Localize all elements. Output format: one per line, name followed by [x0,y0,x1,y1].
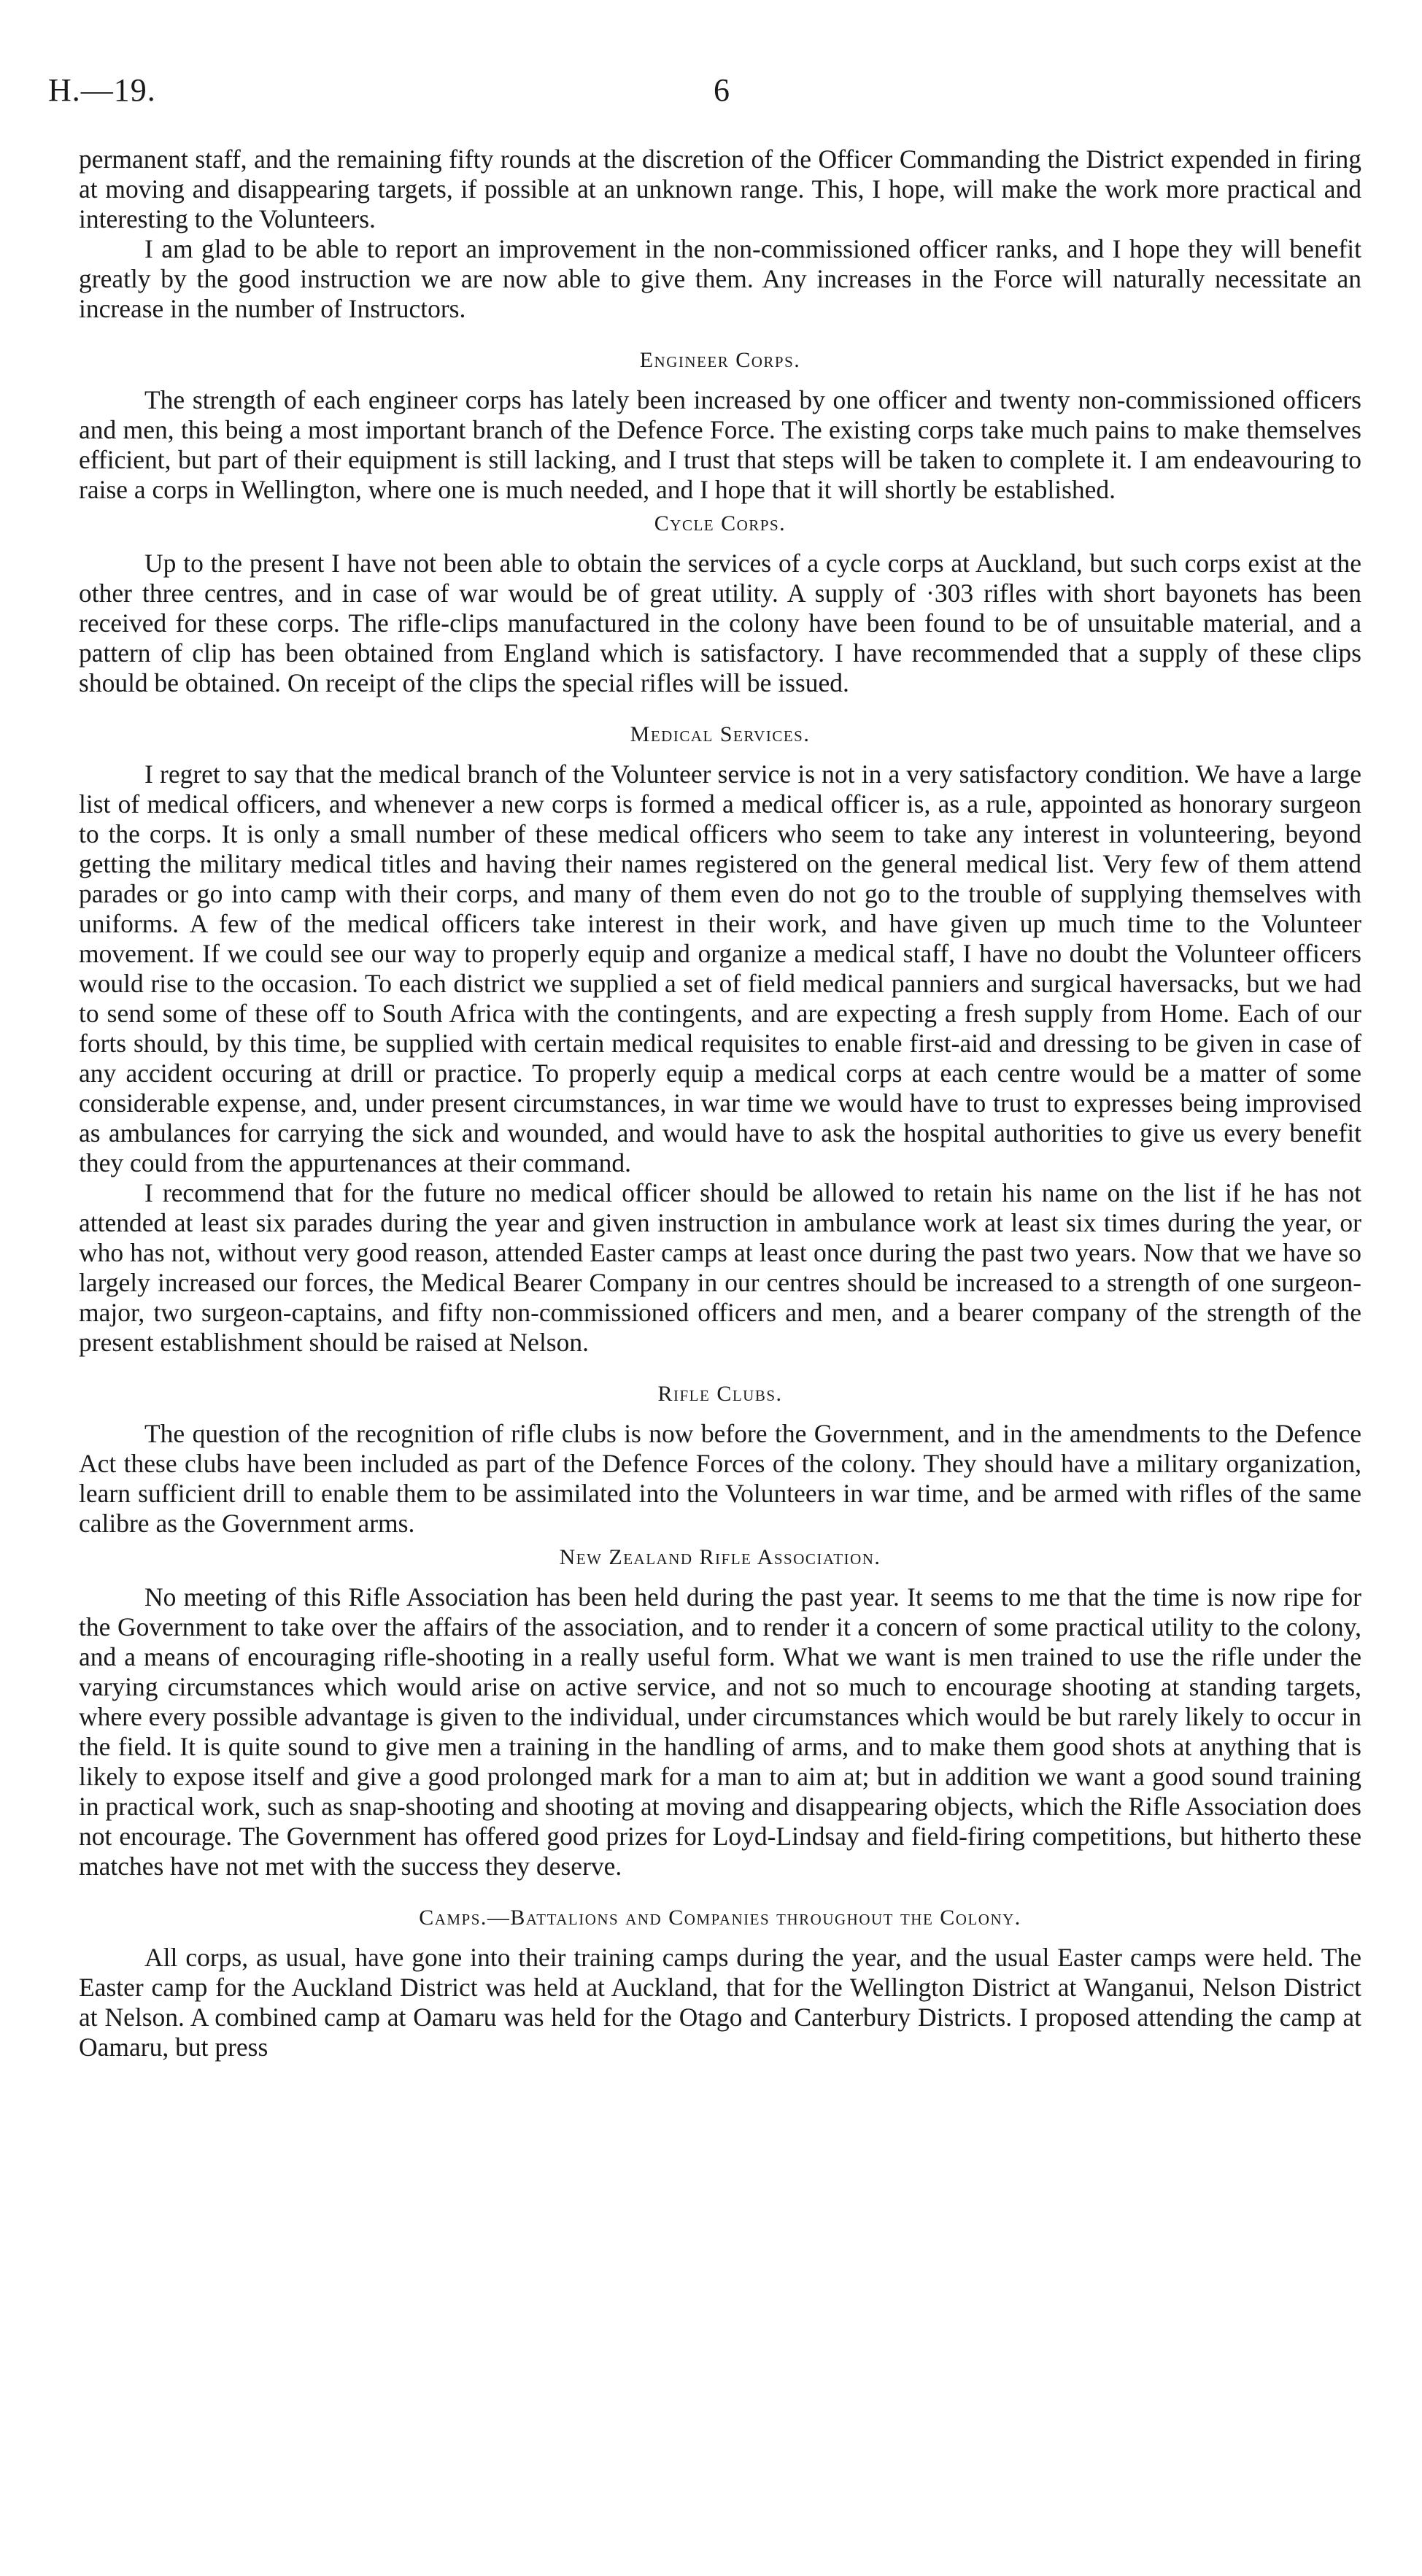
paragraph-nco-ranks: I am glad to be able to report an improvement in the non-commissioned officer ranks, and I hope they will benefit greatly by the good instruction we are now able to give them. Any increases in the Force will naturally necessitate an increase in the number of Instructors. [79,234,1361,323]
paragraph-cycle-corps: Up to the present I have not been able to obtain the services of a cycle corps at Auckland, but such corps exist at the other three centres, and in case of war would be of great utility. A supply of ·303 rifles with short bayonets has been received for these corps. The rifle-clips manufactured in the colony have been found to be of unsuitable material, and a pattern of clip has been obtained from England which is satisfactory. I have recommended that a supply of these clips should be obtained. On receipt of the clips the special rifles will be issued. [79,549,1361,697]
heading-medical-services: Medical Services. [630,722,811,746]
paragraph-medical-services-2: I recommend that for the future no medical officer should be allowed to retain his name on the list if he has not attended at least six parades during the year and given instruction in ambulance work at least six times during the year, or who has not, without very good reason, attended Easter camps at least once during the past two years. Now that we have so largely increased our forces, the Medical Bearer Company in our centres should be increased to a strength of one surgeon-major, two surgeon-captains, and fifty non-commissioned officers and men, and a bearer company of the strength of the present establishment should be raised at Nelson. [79,1178,1361,1357]
paragraph-camps: All corps, as usual, have gone into their training camps during the year, and the usual Easter camps were held. The Easter camp for the Auckland District was held at Auckland, that for the Wellington District at Wanganui, Nelson District at Nelson. A combined camp at Oamaru was held for the Otago and Canterbury Districts. I proposed attending the camp at Oamaru, but press [79,1943,1361,2062]
heading-camps: Camps.—Battalions and Companies throughout the Colony. [419,1906,1021,1930]
heading-cycle-corps: Cycle Corps. [654,511,787,535]
document-reference: H.—19. [48,72,156,108]
paragraph-rifle-clubs: The question of the recognition of rifle clubs is now before the Government, and in the amendments to the Defence Act these clubs have been included as part of the Defence Forces of the colony. They should have a military organization, learn sufficient drill to enable them to be assimilated into the Volunteers in war time, and be armed with rifles of the same calibre as the Government arms. [79,1419,1361,1538]
page-number: 6 [714,72,730,108]
paragraph-continued: permanent staff, and the remaining fifty rounds at the discretion of the Officer Commanding the District expended in firing at moving and disappearing targets, if possible at an unknown range. This, I hope, will make the work more practical and interesting to the Volunteers. [79,144,1361,233]
heading-nz-rifle-association: New Zealand Rifle Association. [559,1545,881,1569]
heading-rifle-clubs: Rifle Clubs. [657,1382,783,1406]
paragraph-medical-services-1: I regret to say that the medical branch of the Volunteer service is not in a very satisfactory condition. We have a large list of medical officers, and whenever a new corps is formed a medical officer is, as a rule, appointed as honorary surgeon to the corps. It is only a small number of these medical officers who seem to take any interest in volunteering, beyond getting the military medical titles and having their names registered on the general medical list. Very few of them attend parades or go into camp with their corps, and many of them even do not go to the trouble of supplying themselves with uniforms. A few of the medical officers take interest in their work, and have given up much time to the Volunteer movement. If we could see our way to properly equip and organize a medical staff, I have no doubt the Volunteer officers would rise to the occasion. To each district we supplied a set of field medical panniers and surgical haversacks, but we had to send some of these off to South Africa with the contingents, and are expecting a fresh supply from Home. Each of our forts should, by this time, be supplied with certain medical requisites to enable first-aid and dressing to be given in case of any accident occuring at drill or practice. To properly equip a medical corps at each centre would be a matter of some considerable expense, and, under present circumstances, in war time we would have to trust to expresses being improvised as ambulances for carrying the sick and wounded, and would have to ask the hospital authorities to give us every benefit they could from the appurtenances at their command. [79,759,1361,1177]
heading-engineer-corps: Engineer Corps. [639,348,801,372]
report-body [79,144,1361,2062]
page-header [48,71,1369,115]
paragraph-engineer-corps: The strength of each engineer corps has lately been increased by one officer and twenty non-commissioned officers and men, this being a most important branch of the Defence Force. The existing corps take much pains to make themselves efficient, but part of their equipment is still lacking, and I trust that steps will be taken to complete it. I am endeavouring to raise a corps in Wellington, where one is much needed, and I hope that it will shortly be established. [79,385,1361,504]
paragraph-nz-rifle-association: No meeting of this Rifle Association has been held during the past year. It seems to me that the time is now ripe for the Government to take over the affairs of the association, and to render it a concern of some practical utility to the colony, and a means of encouraging rifle-shooting in a really useful form. What we want is men trained to use the rifle under the varying circumstances which would arise on active service, and not so much to encourage shooting at standing targets, where every possible advantage is given to the individual, under circumstances which would be but rarely likely to occur in the field. It is quite sound to give men a training in the handling of arms, and to make them good shots at anything that is likely to expose itself and give a good prolonged mark for a man to aim at; but in addition we want a good sound training in practical work, such as snap-shooting and shooting at moving and disappearing objects, which the Rifle Association does not encourage. The Government has offered good prizes for Loyd-Lindsay and field-firing competitions, but hitherto these matches have not met with the success they deserve. [79,1582,1361,1881]
